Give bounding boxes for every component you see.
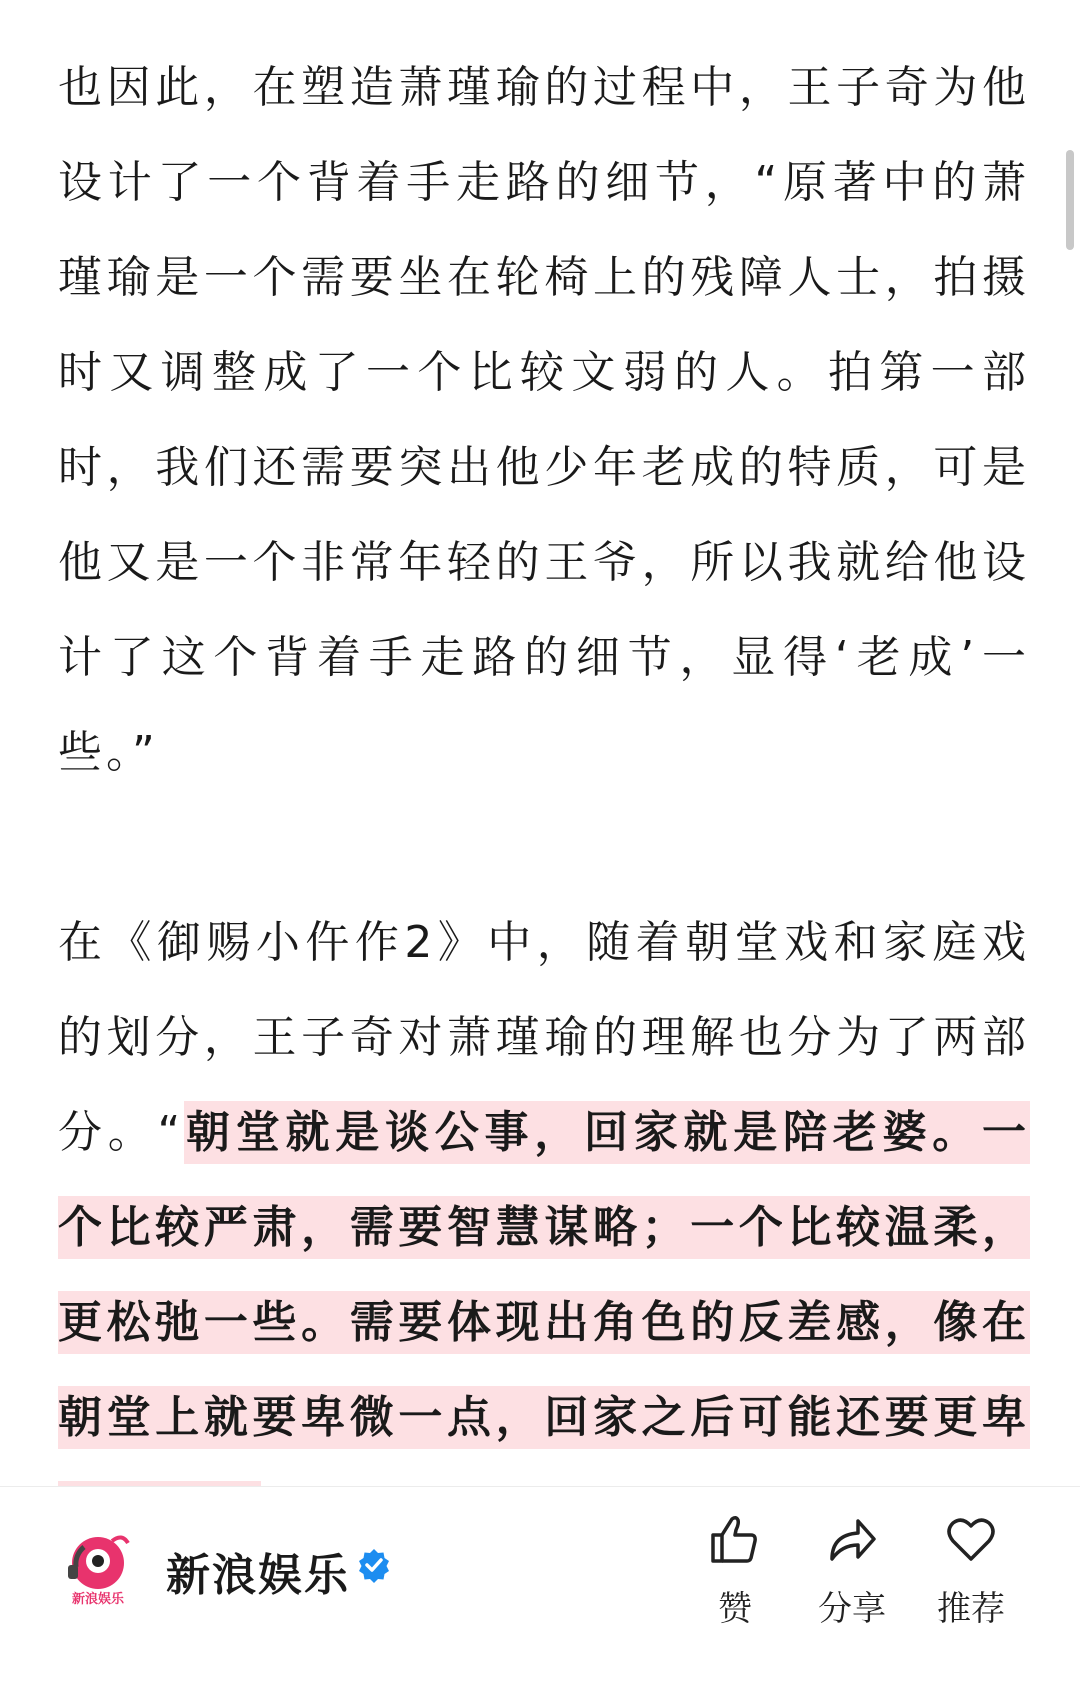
highlighted-quote: 朝堂就是谈公事，回家就是陪老婆。一个比较严肃，需要智慧谋略；一个比较温柔，更松弛一些。需要体现出角色的反差感，像在朝堂上就要卑微一点，回家之后可能还要更卑: [58, 1107, 1030, 1538]
share-arrow-icon: [824, 1511, 880, 1567]
heart-icon: [943, 1511, 999, 1567]
recommend-label: 推荐: [937, 1589, 1005, 1629]
share-button[interactable]: [797, 1511, 907, 1630]
like-button[interactable]: [680, 1511, 790, 1630]
scrollbar[interactable]: [1066, 150, 1074, 250]
paragraph-text: 在《御赐小仵作2》中，随着朝堂戏和家庭戏的划分，王子奇对萧瑾瑜的理解也分为了两部分。“: [58, 917, 1030, 1158]
author-avatar[interactable]: [58, 1527, 138, 1607]
article-body: [58, 40, 1030, 1560]
bottom-action-bar: [0, 1486, 1080, 1692]
author-name[interactable]: 新浪娱乐: [166, 1550, 350, 1601]
recommend-button[interactable]: [916, 1511, 1026, 1630]
article-paragraph: [58, 40, 1030, 800]
avatar-logo-text: 新浪娱乐: [71, 1592, 125, 1607]
verified-badge-icon: [356, 1547, 392, 1583]
thumbs-up-icon: [707, 1511, 763, 1567]
article-paragraph: [58, 895, 1030, 1560]
share-label: 分享: [818, 1589, 886, 1629]
like-label: 赞: [718, 1589, 752, 1629]
paragraph-text: 也因此，在塑造萧瑾瑜的过程中，王子奇为他设计了一个背着手走路的细节，“原著中的萧瑾瑜是一个需要坐在轮椅上的残障人士，拍摄时又调整成了一个比较文弱的人。拍第一部时，我们还需要突出他少年老成的特质，可是他又是一个非常年轻的王爷，所以我就给他设计了这个背着手走路的细节，显得‘老成’一些。”: [58, 62, 1030, 778]
